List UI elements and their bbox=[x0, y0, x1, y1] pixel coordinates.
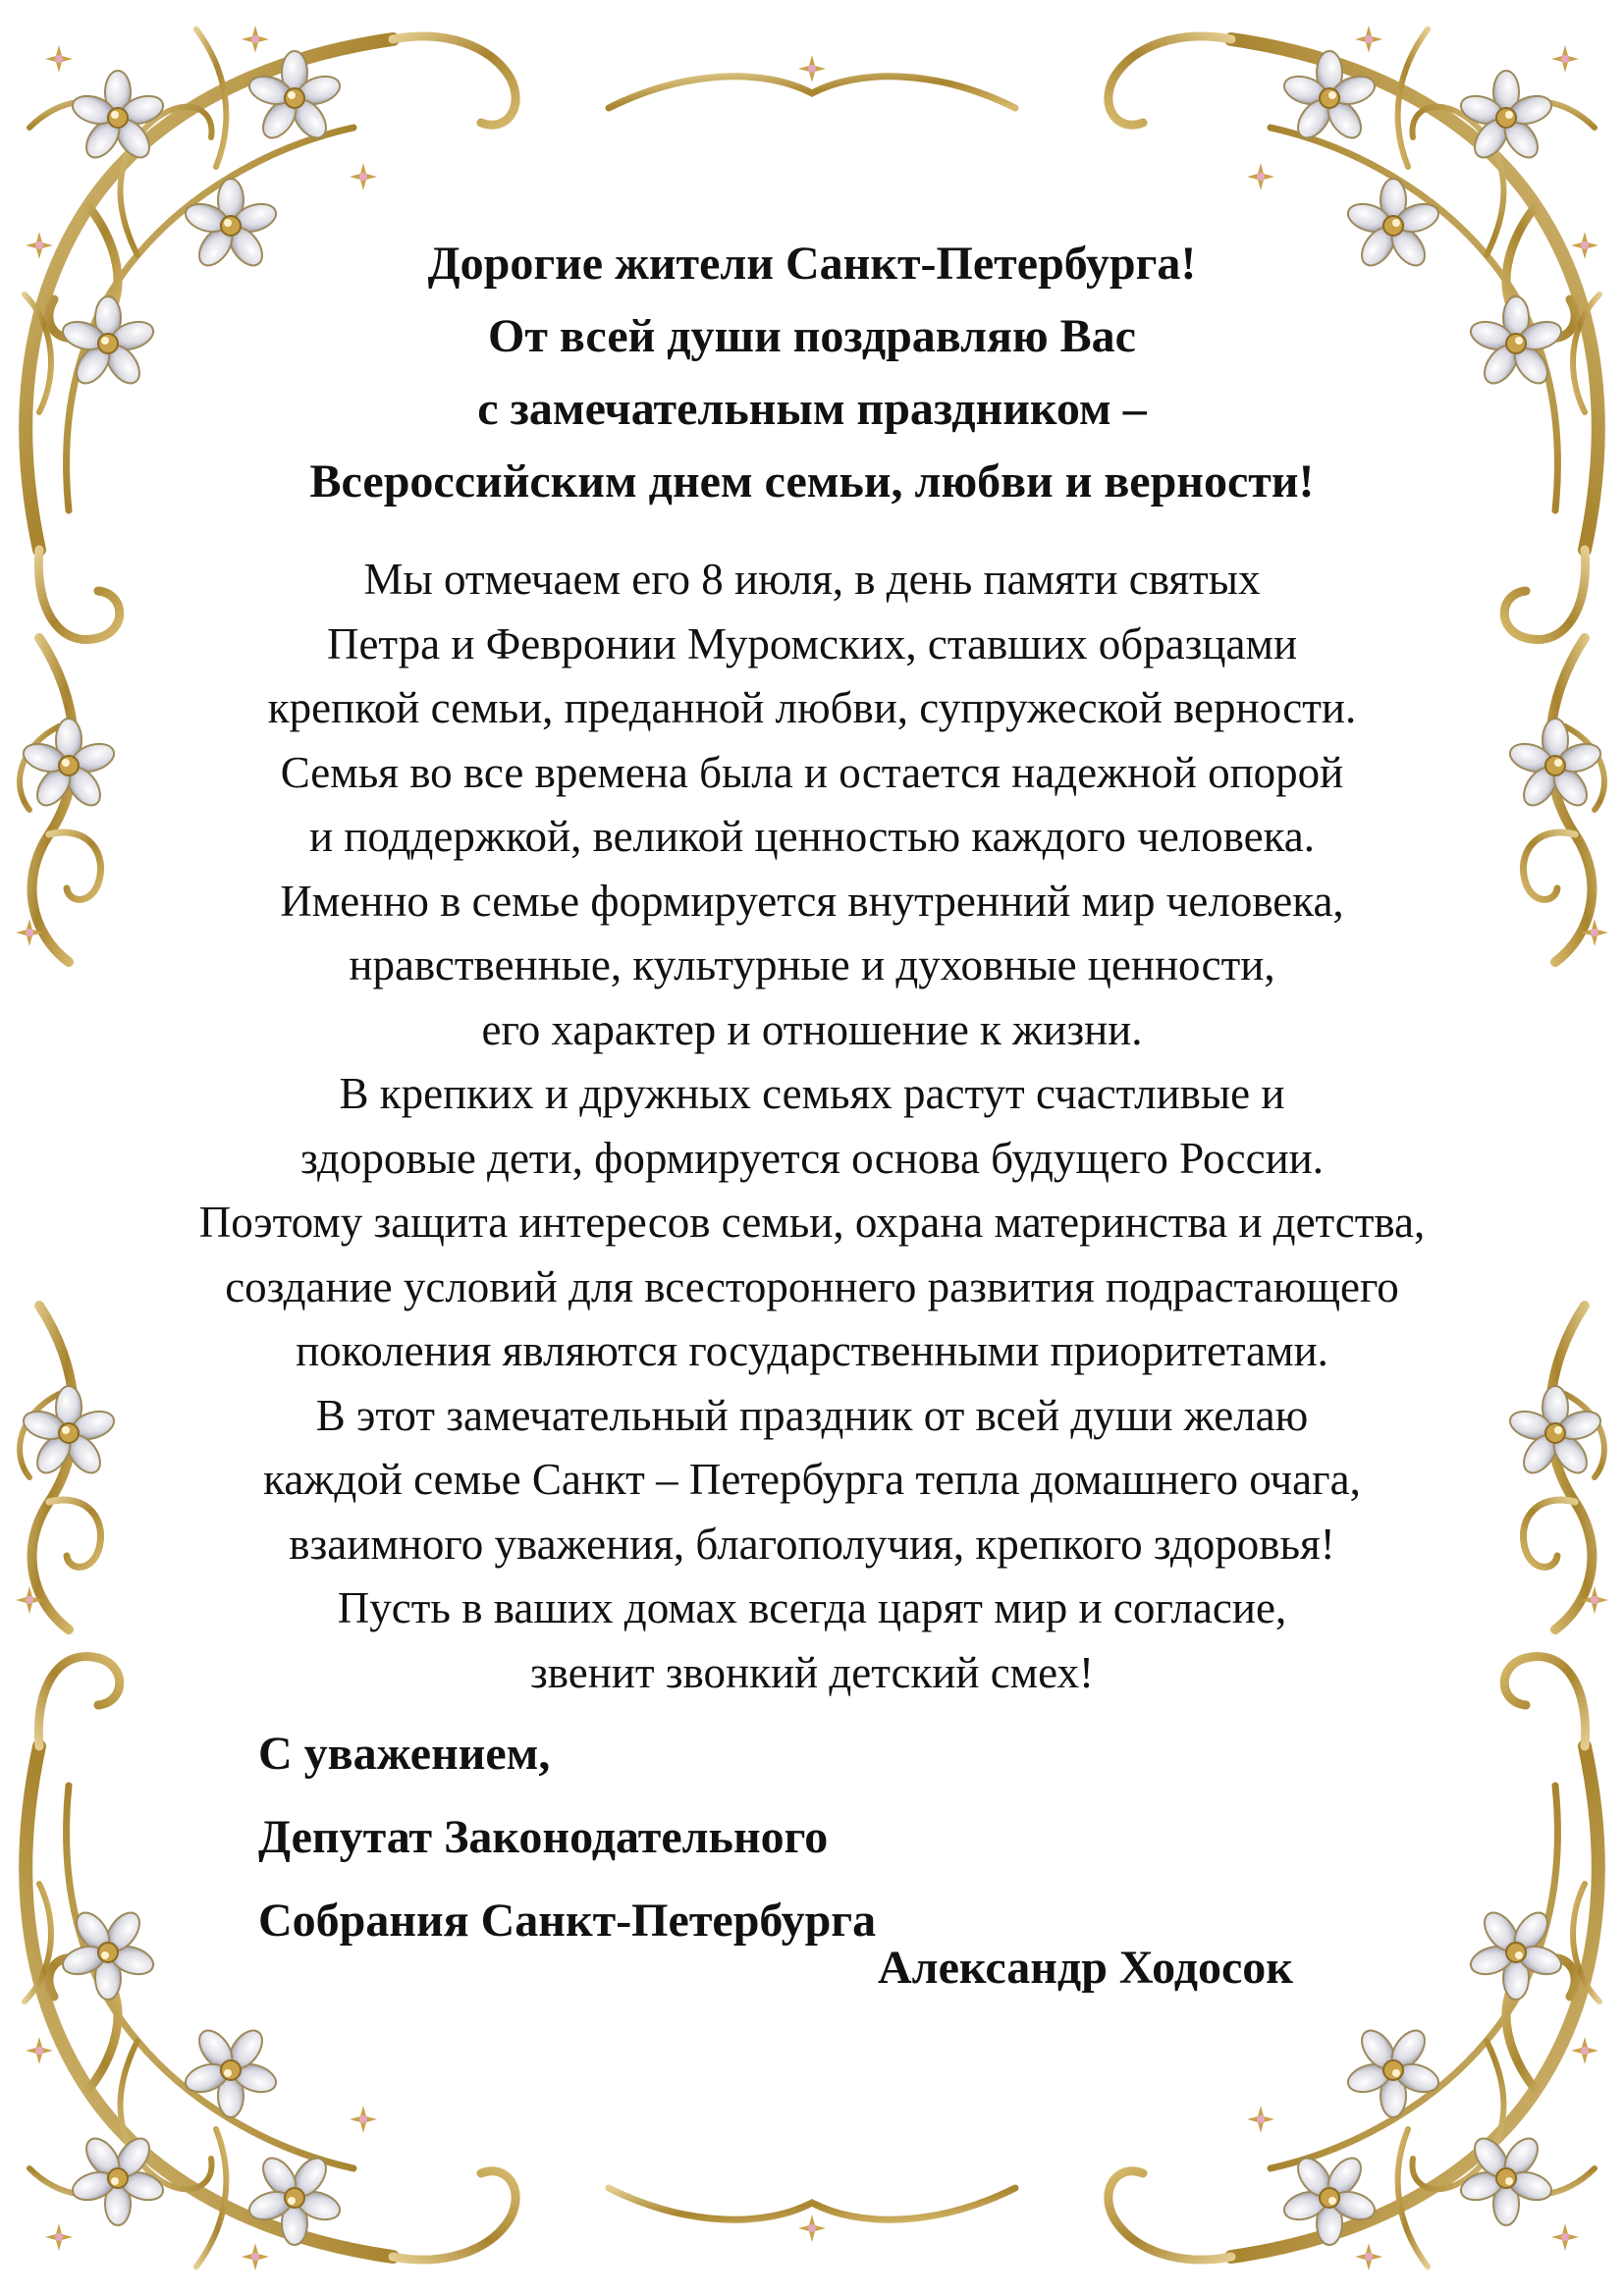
body-line: и поддержкой, великой ценностью каждого человека. bbox=[308, 812, 1316, 861]
body-line: звенит звонкий детский смех! bbox=[529, 1647, 1095, 1697]
body-line: Именно в семье формируется внутренний мир человека, bbox=[280, 876, 1344, 926]
closing-title-line-2: Собрания Санкт-Петербурга bbox=[258, 1895, 877, 1947]
body-line: Петра и Февронии Муромских, ставших образцами bbox=[326, 618, 1298, 668]
heading-line: Всероссийским днем семьи, любви и верности! bbox=[309, 455, 1315, 507]
body-line: поколения являются государственными приоритетами. bbox=[296, 1326, 1328, 1375]
body-line: его характер и отношение к жизни. bbox=[481, 1004, 1143, 1054]
letter-body bbox=[118, 548, 1506, 1705]
body-line: Пусть в ваших домах всегда царят мир и согласие, bbox=[337, 1583, 1287, 1632]
body-line: Семья во все времена была и остается надежной опорой bbox=[280, 747, 1344, 797]
body-line: Мы отмечаем его 8 июля, в день памяти святых bbox=[363, 555, 1261, 604]
body-line: взаимного уважения, благополучия, крепкого здоровья! bbox=[289, 1519, 1335, 1569]
body-line: крепкой семьи, преданной любви, супружеской верности. bbox=[267, 683, 1357, 732]
letter-heading bbox=[196, 228, 1428, 518]
heading-line: с замечательным праздником – bbox=[477, 383, 1147, 435]
body-line: Поэтому защита интересов семьи, охрана материнства и детства, bbox=[198, 1198, 1426, 1247]
closing-regards: С уважением, bbox=[258, 1728, 551, 1780]
heading-line: Дорогие жители Санкт-Петербурга! bbox=[427, 238, 1197, 290]
body-line: здоровые дети, формируется основа будущего России. bbox=[299, 1133, 1325, 1183]
body-line: каждой семье Санкт – Петербурга тепла домашнего очага, bbox=[263, 1455, 1361, 1504]
letter-closing bbox=[258, 1712, 876, 1962]
signer-name: Александр Ходосок bbox=[878, 1942, 1293, 1994]
heading-line: От всей души поздравляю Вас bbox=[488, 310, 1136, 362]
closing-title-line-1: Депутат Законодательного bbox=[258, 1811, 829, 1863]
body-line: нравственные, культурные и духовные ценности, bbox=[349, 940, 1275, 989]
body-line: В этот замечательный праздник от всей души желаю bbox=[315, 1390, 1309, 1440]
body-line: В крепких и дружных семьях растут счастливые и bbox=[339, 1069, 1285, 1118]
body-line: создание условий для всестороннего развития подрастающего bbox=[225, 1261, 1399, 1311]
